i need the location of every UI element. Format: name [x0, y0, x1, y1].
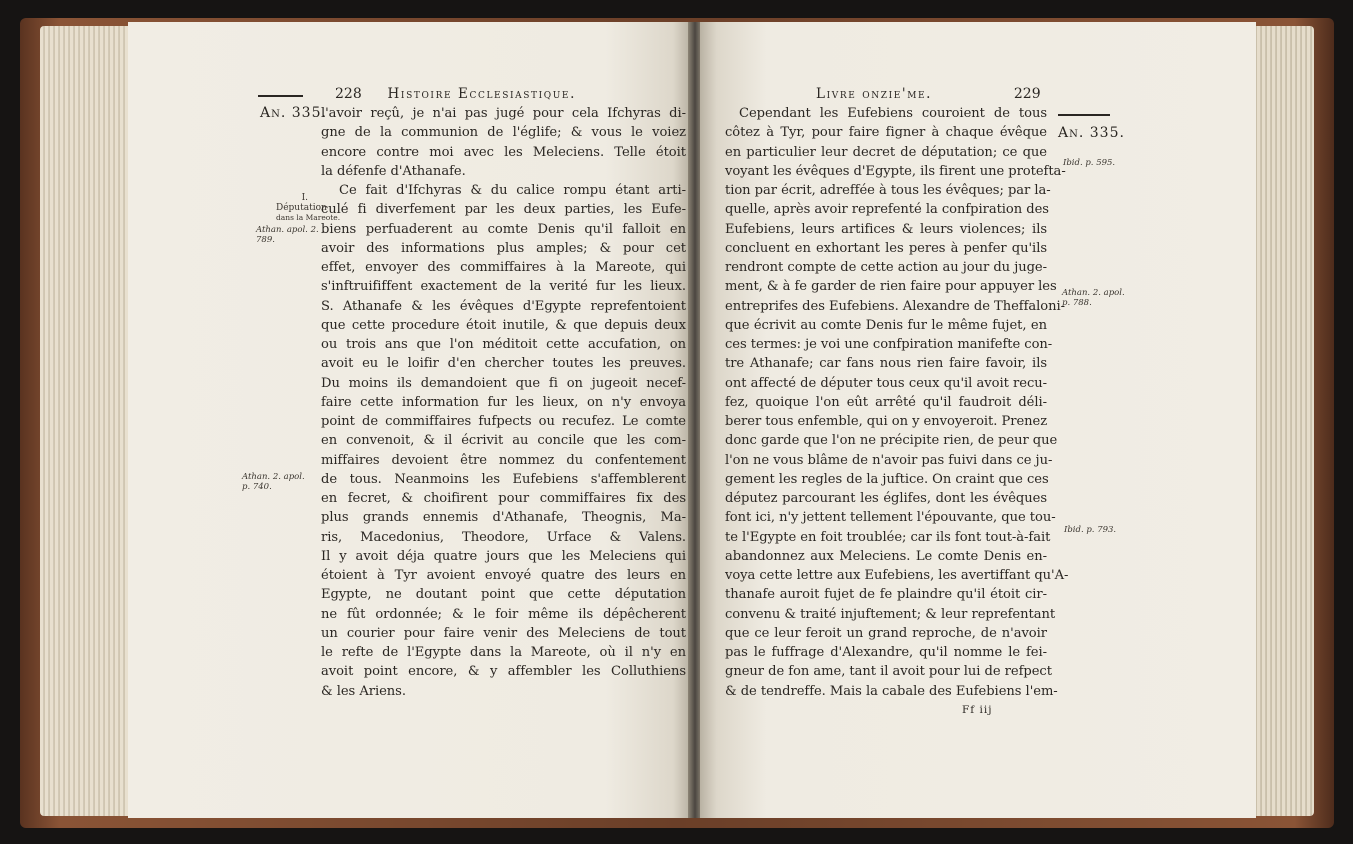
text-line: Egypte, ne doutant point que cette députation: [321, 587, 686, 603]
page-edges-left: [40, 26, 136, 816]
left-page-number: 228: [335, 86, 362, 102]
text-line: & les Ariens.: [321, 683, 406, 699]
text-line: un courier pour faire venir des Meleciens de tout: [321, 625, 686, 641]
text-line: côtez à Tyr, pour faire figner à chaque évêque: [725, 125, 1047, 141]
text-line: Il y avoit déja quatre jours que les Meleciens qui: [321, 548, 686, 564]
text-line: l'avoir reçû, je n'ai pas jugé pour cela Ifchyras di-: [321, 106, 686, 121]
text-line: avoit eu le loifir d'en chercher toutes les preuves.: [321, 356, 686, 372]
right-page-number: 229: [1013, 86, 1041, 102]
text-line: tion par écrit, adreffée à tous les évêques; par la-: [725, 183, 1051, 198]
text-line: ou trois ans que l'on méditoit cette accufation, on: [321, 337, 686, 352]
text-line: miffaires devoient être nommez du confentement: [321, 452, 686, 468]
left-body-text: [321, 104, 686, 701]
text-line: biens perfuaderent au comte Denis qu'il falloit en: [321, 221, 686, 237]
text-line: berer tous enfemble, qui on y envoyeroit. Prenez: [725, 414, 1048, 429]
right-margin-year: An. 335.: [1058, 125, 1125, 141]
text-line: Cependant les Eufebiens couroient de tous: [739, 106, 1047, 121]
text-line: Ce fait d'Ifchyras & du calice rompu étant arti-: [339, 183, 686, 198]
left-running-head: [335, 86, 576, 102]
left-margin-ref-2: Athan. 2. apol. p. 740.: [242, 472, 305, 492]
text-line: que cette procedure étoit inutile, & que depuis deux: [321, 317, 686, 333]
text-line: s'inftruififfent exactement de la verité fur les lieux.: [321, 279, 686, 295]
text-line: en fecret, & choifirent pour commiffaires fix des: [321, 491, 686, 506]
text-line: députez parcourant les églifes, dont les évêques: [725, 491, 1047, 506]
text-line: que écrivit au comte Denis fur le même fujet, en: [725, 317, 1047, 333]
text-line: ne fût ordonnée; & le foir même ils dépêcherent: [321, 606, 686, 622]
right-body-text: [725, 104, 1069, 701]
left-margin-ref-1: Athan. apol. 2. 789.: [256, 225, 319, 245]
text-line: gneur de fon ame, tant il avoit pour lui de refpect: [725, 664, 1052, 680]
signature-mark: Ff iij: [962, 704, 993, 716]
text-line: encore contre moi avec les Meleciens. Telle étoit: [321, 144, 686, 160]
right-margin-ref-1: Ibid. p. 595.: [1063, 158, 1116, 168]
text-line: thanafe auroit fujet de fe plaindre qu'il étoit cir-: [725, 587, 1047, 603]
text-line: le refte de l'Egypte dans la Mareote, où il n'y en: [321, 645, 686, 660]
text-line: ont affecté de députer tous ceux qu'il avoit recu-: [725, 375, 1047, 391]
text-line: voyant les évêques d'Egypte, ils firent une protefta-: [725, 163, 1066, 179]
text-line: concluent en exhortant les peres à penfer qu'ils: [725, 240, 1047, 256]
left-margin-section: I. Députation dans la Mareote.: [276, 193, 341, 222]
text-line: effet, envoyer des commiffaires à la Mareote, qui: [321, 260, 686, 275]
text-line: & de tendreffe. Mais la cabale des Eufebiens l'em-: [725, 683, 1058, 699]
text-line: convenu & traité injuftement; & leur reprefentant: [725, 606, 1056, 622]
page-edges-right: [1252, 26, 1314, 816]
text-line: pas le fuffrage d'Alexandre, qu'il nomme le fei-: [725, 645, 1047, 660]
text-line: faire cette information fur les lieux, on n'y envoya: [321, 394, 686, 410]
text-line: ris, Macedonius, Theodore, Urface & Valens.: [321, 529, 686, 545]
text-line: avoit point encore, & y affembler les Colluthiens: [321, 664, 686, 680]
text-line: en convenoit, & il écrivit au concile que les com-: [321, 433, 686, 449]
text-line: donc garde que l'on ne précipite rien, de peur que: [725, 433, 1058, 449]
right-margin-ref-3: Ibid. p. 793.: [1064, 525, 1117, 535]
text-line: point de commiffaires fufpects ou recufez. Le comte: [321, 414, 686, 429]
text-line: Eufebiens, leurs artifices & leurs violences; ils: [725, 221, 1047, 237]
text-line: ces termes: je voi une confpiration manifefte con-: [725, 337, 1053, 352]
text-line: de tous. Neanmoins les Eufebiens s'affemblerent: [321, 471, 686, 487]
text-line: font ici, n'y jettent tellement l'épouvante, que tou-: [725, 510, 1056, 526]
text-line: abandonnez aux Meleciens. Le comte Denis en-: [725, 548, 1047, 564]
text-line: entreprifes des Eufebiens. Alexandre de Theffaloni-: [725, 298, 1065, 314]
text-line: en particulier leur decret de députation; ce que: [725, 144, 1047, 160]
text-line: culé fi diverfement par les deux parties, les Eufe-: [321, 202, 686, 218]
left-margin-year: An. 335.: [260, 105, 327, 121]
left-running-title: Histoire Ecclesiastique.: [387, 86, 576, 102]
text-line: S. Athanafe & les évêques d'Egypte reprefentoient: [321, 298, 686, 314]
left-year-rule: [258, 95, 303, 97]
text-line: étoient à Tyr avoient envoyé quatre des leurs en: [321, 568, 686, 583]
text-line: plus grands ennemis d'Athanafe, Theognis, Ma-: [321, 510, 686, 526]
right-year-rule: [1058, 114, 1110, 116]
text-line: quelle, après avoir reprefenté la confpiration des: [725, 202, 1049, 218]
text-line: avoir des informations plus amples; & pour cet: [321, 240, 686, 256]
text-line: que ce leur feroit un grand reproche, de n'avoir: [725, 625, 1047, 641]
text-line: ment, & à fe garder de rien faire pour appuyer les: [725, 279, 1057, 295]
text-line: la défenfe d'Athanafe.: [321, 163, 466, 179]
text-line: te l'Egypte en foit troublée; car ils font tout-à-fait: [725, 529, 1051, 545]
left-page: [128, 22, 690, 818]
text-line: tre Athanafe; car fans nous rien faire favoir, ils: [725, 356, 1047, 372]
text-line: Du moins ils demandoient que fi on jugeoit necef-: [321, 375, 686, 391]
text-line: rendront compte de cette action au jour du juge-: [725, 260, 1047, 275]
right-margin-ref-2: Athan. 2. apol. p. 788.: [1062, 288, 1125, 308]
text-line: fez, quoique l'on eût arrêté qu'il faudroit déli-: [725, 394, 1047, 410]
text-line: l'on ne vous blâme de n'avoir pas fuivi dans ce ju-: [725, 452, 1053, 468]
right-page: [700, 22, 1256, 818]
right-running-head: [816, 86, 1041, 102]
text-line: gement les regles de la juftice. On craint que ces: [725, 471, 1049, 487]
right-running-title: Livre onzie'me.: [816, 86, 933, 102]
text-line: voya cette lettre aux Eufebiens, les avertiffant qu'A-: [725, 568, 1069, 583]
text-line: gne de la communion de l'églife; & vous le voiez: [321, 125, 686, 141]
